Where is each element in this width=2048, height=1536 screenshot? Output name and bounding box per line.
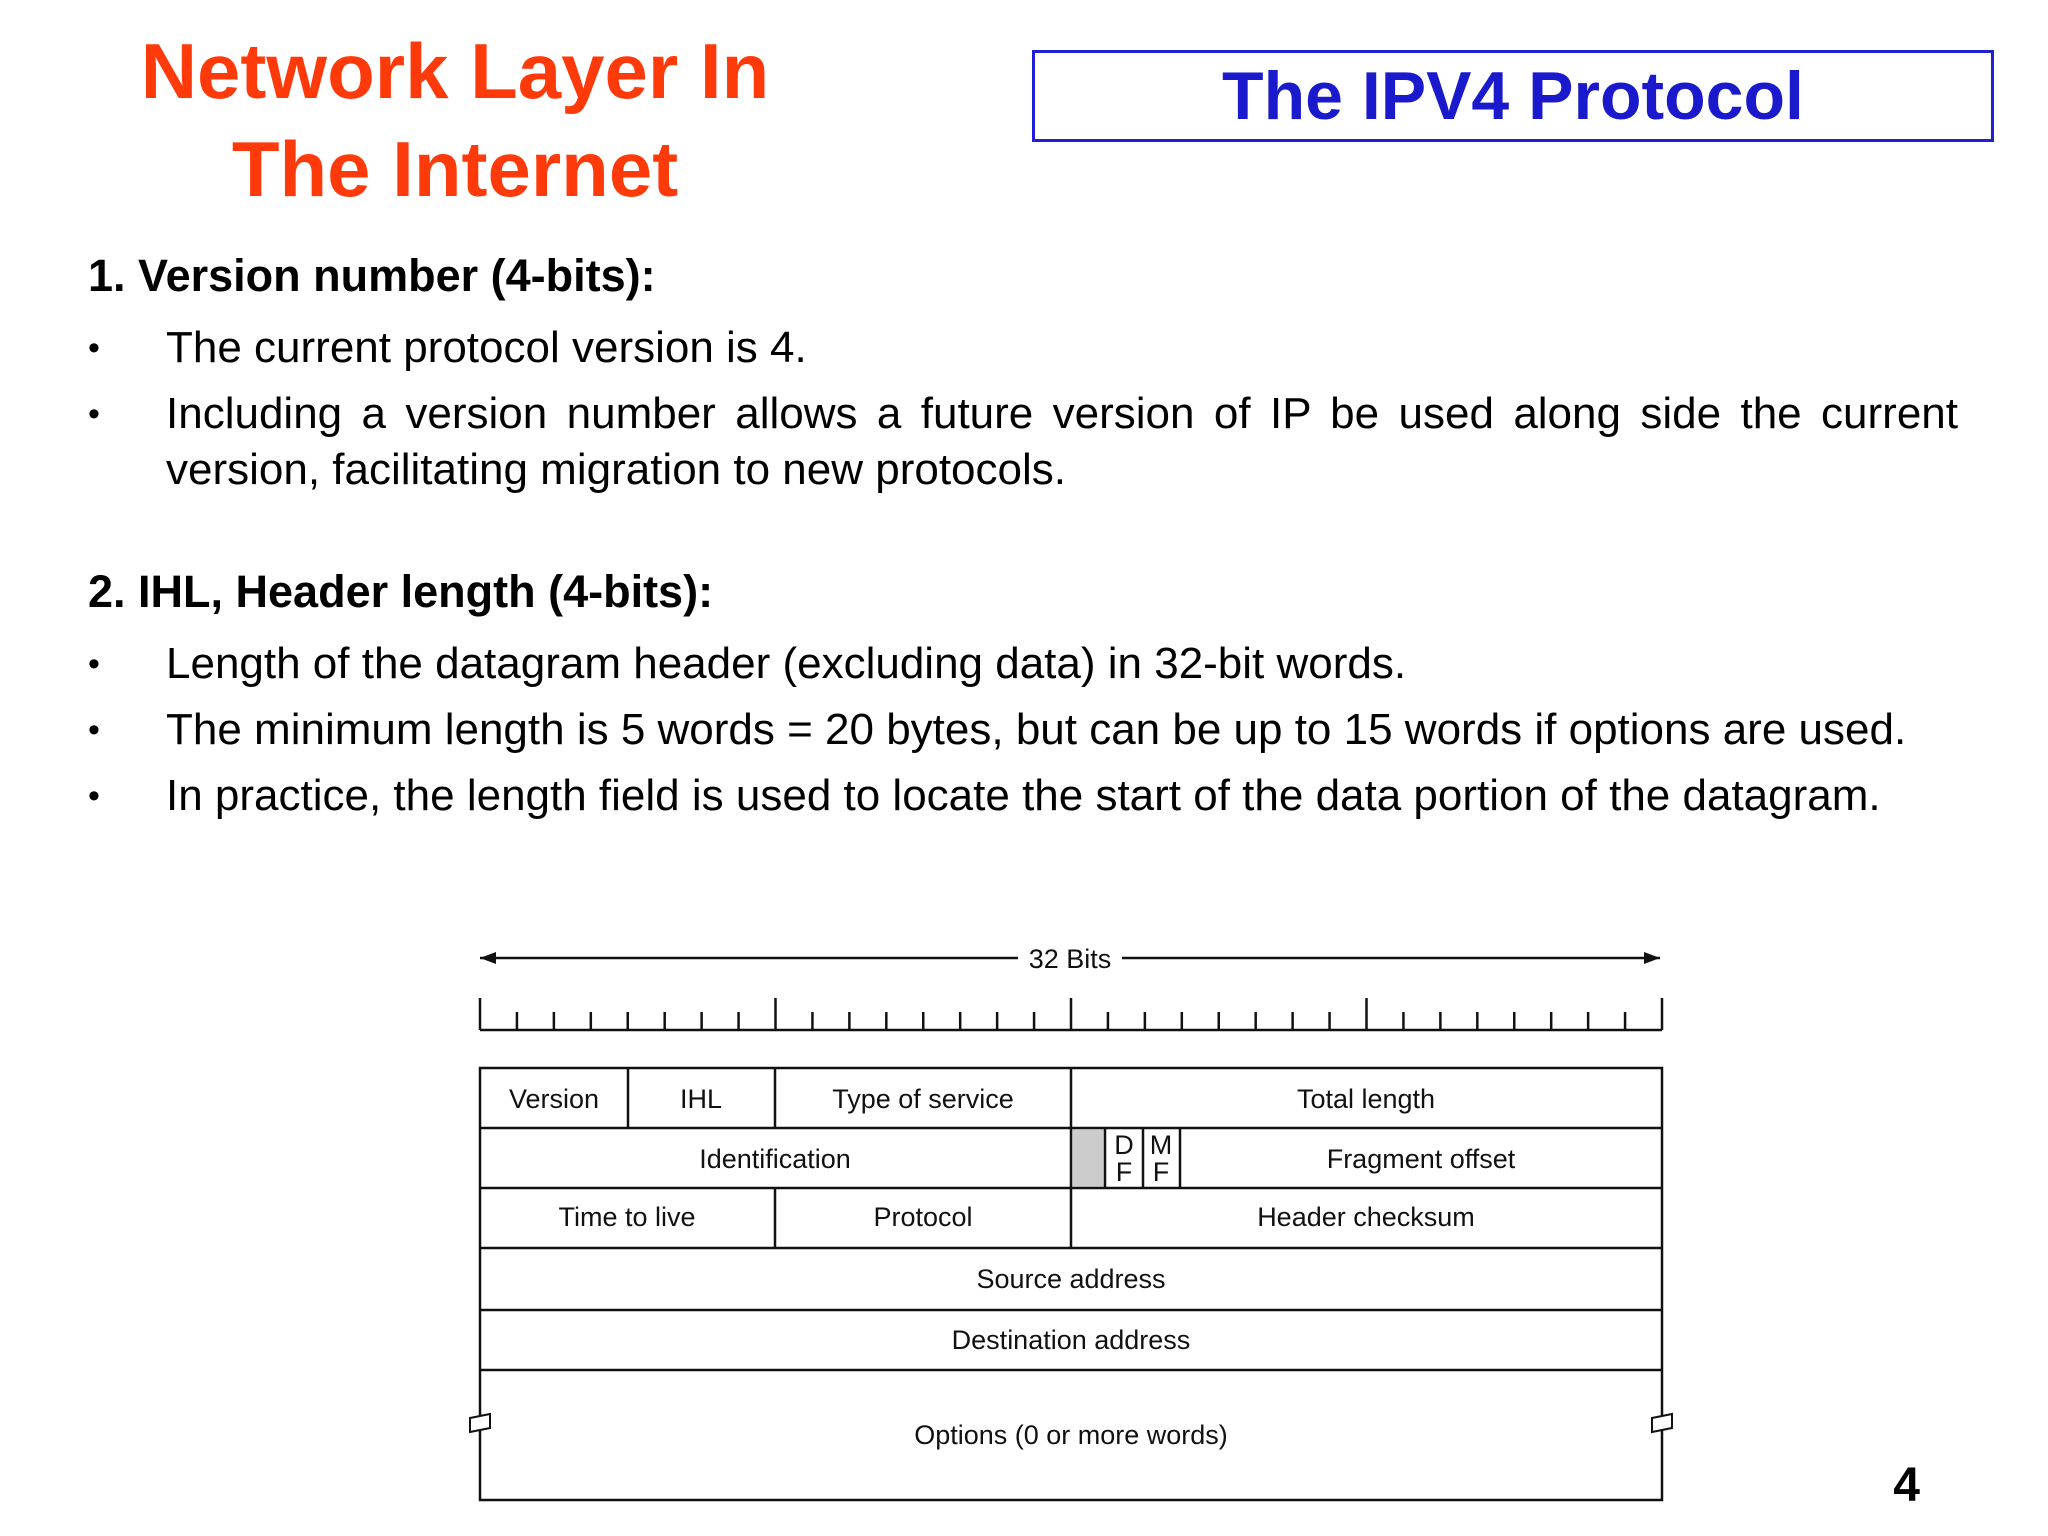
width-label: 32 Bits xyxy=(1028,944,1112,974)
arrow-left-icon xyxy=(480,952,496,964)
bullet-item xyxy=(88,702,1958,758)
bit-ruler xyxy=(480,998,1662,1030)
reserved-bit-cell xyxy=(1073,1130,1104,1187)
bullet-text: Length of the datagram header (excluding data) in 32-bit words. xyxy=(166,639,1407,688)
bullet-icon: • xyxy=(88,329,100,367)
field-ihl: IHL xyxy=(679,1084,723,1114)
bullet-text: Including a version number allows a future version of IP be used along side the current version, facilitating migration to new protocols. xyxy=(166,389,1958,494)
field-fragment-offset: Fragment offset xyxy=(1326,1144,1516,1174)
bullet-item xyxy=(88,768,1958,824)
field-df-bottom: F xyxy=(1115,1157,1133,1187)
ipv4-header-svg xyxy=(350,900,1690,1516)
slide-body xyxy=(88,248,1958,834)
continuation-right-icon xyxy=(1652,1414,1672,1432)
bullet-text: In practice, the length field is used to locate the start of the data portion of the datagram. xyxy=(166,771,1881,820)
field-mf-bottom: F xyxy=(1152,1157,1170,1187)
slide-title xyxy=(80,22,830,218)
field-df-top: D xyxy=(1114,1130,1134,1160)
field-protocol: Protocol xyxy=(873,1202,973,1232)
slide-title-line-1: Network Layer In xyxy=(140,27,770,115)
field-identification: Identification xyxy=(699,1144,851,1174)
bullet-icon: • xyxy=(88,777,100,815)
field-destination-address: Destination address xyxy=(951,1325,1191,1355)
field-options: Options (0 or more words) xyxy=(914,1420,1228,1450)
bullet-item xyxy=(88,636,1958,692)
bullet-item xyxy=(88,386,1958,498)
topic-box xyxy=(1032,50,1994,142)
field-version: Version xyxy=(508,1084,600,1114)
section-heading-version: 1. Version number (4-bits): xyxy=(88,250,656,301)
page-number: 4 xyxy=(1893,1459,1920,1512)
section-heading-ihl: 2. IHL, Header length (4-bits): xyxy=(88,566,714,617)
field-source-address: Source address xyxy=(976,1264,1166,1294)
bullet-icon: • xyxy=(88,395,100,433)
field-mf-top: M xyxy=(1149,1130,1173,1160)
bullet-icon: • xyxy=(88,711,100,749)
field-header-checksum: Header checksum xyxy=(1257,1202,1475,1232)
bullet-text: The current protocol version is 4. xyxy=(166,323,807,372)
slide-title-line-2: The Internet xyxy=(231,125,679,213)
bullet-text: The minimum length is 5 words = 20 bytes, but can be up to 15 words if options are used. xyxy=(166,705,1907,754)
field-type-of-service: Type of service xyxy=(832,1084,1014,1114)
field-time-to-live: Time to live xyxy=(558,1202,696,1232)
field-total-length: Total length xyxy=(1296,1084,1436,1114)
topic-box-label: The IPV4 Protocol xyxy=(1222,58,1804,134)
bullet-item xyxy=(88,320,1958,376)
continuation-left-icon xyxy=(470,1414,490,1432)
section-spacer xyxy=(88,508,1958,564)
ipv4-header-diagram xyxy=(350,900,1690,1516)
arrow-right-icon xyxy=(1644,952,1660,964)
bullet-icon: • xyxy=(88,645,100,683)
